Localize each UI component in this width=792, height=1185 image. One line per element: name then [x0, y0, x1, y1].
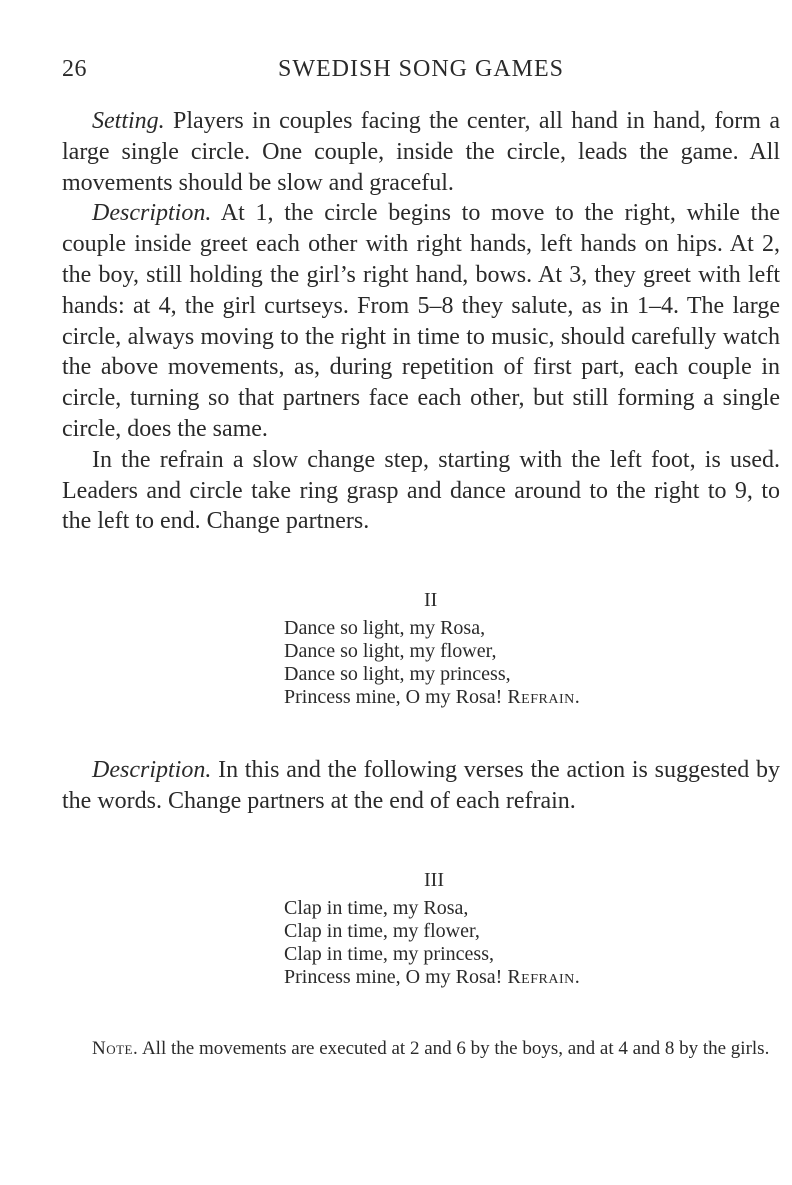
setting-text: Players in couples facing the center, all hand in hand, form a large single circle. One couple, inside the circle, leads the game. All movements should be slow and graceful.	[62, 108, 780, 196]
note-label: Note.	[92, 1037, 139, 1059]
verse-3-line: Clap in time, my Rosa,	[284, 896, 469, 919]
description-text-1: At 1, the circle begins to move to the right, while the couple inside greet each other with right hands, left hands on hips. At 2, the boy, still holding the girl’s right hand, bows. At 3, they greet with left hands: at 4, the girl curtseys. From 5–8 they salute, as in 1–4. The large circle, always moving to the right in time to music, should carefully watch the above movements, as, during repetition of first part, each couple in circle, turning so that partners face each other, but still forming a single circle, does the same.	[62, 200, 780, 442]
verse-3-line: Clap in time, my princess,	[284, 942, 494, 965]
verse-2-line-last	[284, 686, 780, 709]
running-head	[62, 56, 780, 90]
description-paragraph-1	[62, 198, 780, 444]
description-label-2: Description.	[92, 757, 212, 784]
verse-3-number: III	[424, 868, 444, 891]
page	[62, 56, 780, 1061]
verse-2-line: Dance so light, my princess,	[284, 663, 511, 686]
setting-label: Setting.	[92, 108, 165, 134]
description-text-2: In this and the following verses the action is suggested by the words. Change partners at the end of each refrain.	[62, 757, 781, 814]
note-paragraph	[62, 1037, 780, 1061]
verse-2-line: Dance so light, my Rosa,	[284, 617, 486, 640]
description-paragraph-2	[62, 755, 780, 817]
verse-2-number: II	[424, 589, 438, 612]
verse-2	[62, 589, 780, 709]
verse-3-line-last	[284, 966, 780, 989]
refrain-paragraph: In the refrain a slow change step, starting with the left foot, is used. Leaders and circle take ring grasp and dance around to the right to 9, to the left to end. Change partners.	[62, 446, 780, 535]
verse-3-refrain: Refrain.	[507, 965, 581, 988]
setting-paragraph	[62, 106, 780, 198]
verse-2-line: Dance so light, my flower,	[284, 640, 497, 663]
note-text: All the movements are executed at 2 and 6 by the boys, and at 4 and 8 by the girls.	[141, 1037, 770, 1059]
verse-3-line-text: Princess mine, O my Rosa!	[284, 965, 503, 988]
running-title: SWEDISH SONG GAMES	[277, 56, 565, 82]
verse-3-line: Clap in time, my flower,	[284, 919, 480, 942]
verse-2-line-text: Princess mine, O my Rosa!	[284, 686, 503, 709]
description-label-1: Description.	[92, 200, 212, 227]
verse-3	[62, 869, 780, 989]
verse-2-refrain: Refrain.	[507, 686, 581, 709]
page-number: 26	[62, 56, 87, 82]
